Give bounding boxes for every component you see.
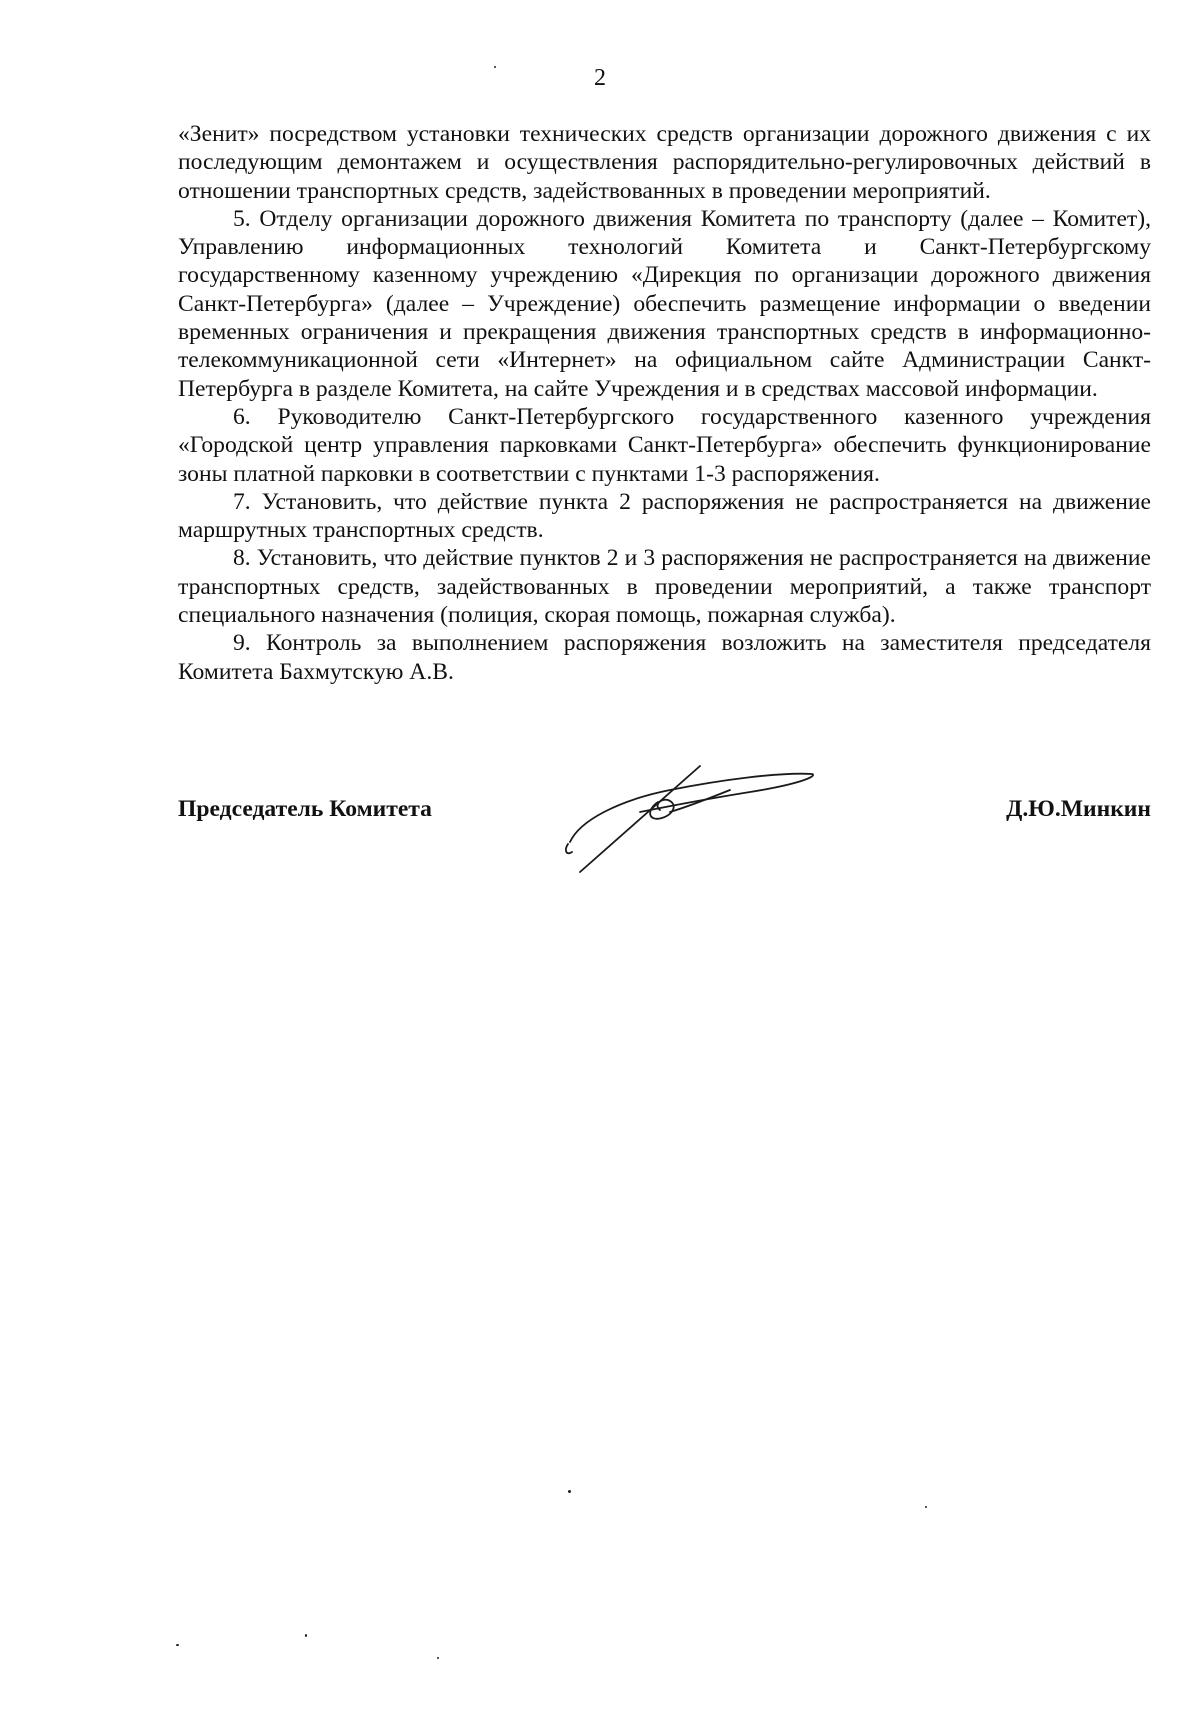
- scan-speck: [305, 1634, 307, 1637]
- paragraph-item-6: 6. Руководителю Санкт-Петербургского государственного казенного учреждения «Городской центр управления парковками Санкт-Петербурга» обеспечить функционирование зоны платной парковки в соответствии с пунктами 1-3 распоряжения.: [178, 403, 1151, 487]
- paragraph-item-9: 9. Контроль за выполнением распоряжения возложить на заместителя председателя Комитета Бахмутскую А.В.: [178, 630, 1151, 685]
- scan-speck: [494, 66, 496, 68]
- scan-speck: [176, 1644, 179, 1646]
- page-number: 2: [594, 65, 606, 91]
- signer-name: Д.Ю.Минкин: [1006, 796, 1151, 822]
- scan-speck: [925, 1506, 927, 1508]
- scan-speck: [568, 1490, 571, 1493]
- paragraph-item-8: 8. Установить, что действие пунктов 2 и 3 распоряжения не распространяется на движение транспортных средств, задействованных в проведении мероприятий, а также транспорт специального назначения (полиция, скорая помощь, пожарная служба).: [178, 545, 1151, 629]
- document-body: [178, 120, 1151, 686]
- handwritten-signature: [550, 760, 820, 880]
- scan-speck: [437, 1657, 439, 1659]
- signer-title: Председатель Комитета: [178, 796, 432, 822]
- paragraph-continuation: «Зенит» посредством установки технических средств организации дорожного движения с их последующим демонтажем и осуществления распорядительно-регулировочных действий в отношении транспортных средств, задействованных в проведении мероприятий.: [178, 121, 1151, 204]
- paragraph-item-5: 5. Отделу организации дорожного движения Комитета по транспорту (далее – Комитет), Управлению информационных технологий Комитета и Санкт-Петербургскому государственному казенному учреждению «Дирекция по организации дорожного движения Санкт-Петербурга» (далее – Учреждение) обеспечить размещение информации о введении временных ограничения и прекращения движения транспортных средств в информационно-телекоммуникационной сети «Интернет» на официальном сайте Администрации Санкт-Петербурга в разделе Комитета, на сайте Учреждения и в средствах массовой информации.: [178, 205, 1151, 402]
- paragraph-item-7: 7. Установить, что действие пункта 2 распоряжения не распространяется на движение маршрутных транспортных средств.: [178, 488, 1151, 544]
